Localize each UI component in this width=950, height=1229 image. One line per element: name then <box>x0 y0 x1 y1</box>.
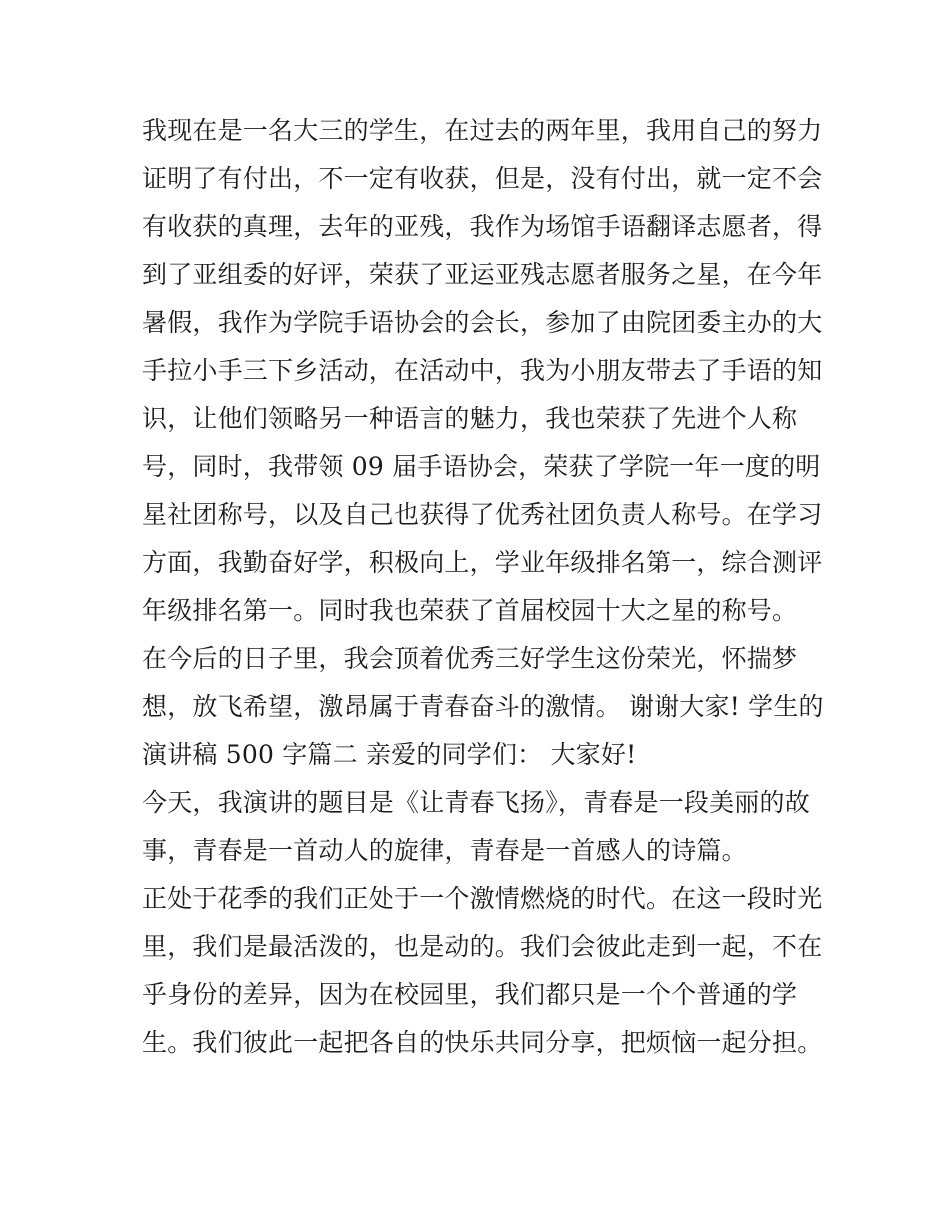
text-line: 手拉小手三下乡活动，在活动中，我为小朋友带去了手语的知 <box>142 356 823 385</box>
text-line: 在今后的日子里，我会顶着优秀三好学生这份荣光，怀揣梦 <box>142 644 798 673</box>
text-line: 暑假，我作为学院手语协会的会长，参加了由院团委主办的大 <box>142 308 823 337</box>
text-line: 年级排名第一。同时我也荣获了首届校园十大之星的称号。 <box>142 596 798 625</box>
text-line: 号，同时，我带领 09 届手语协会，荣获了学院一年一度的明 <box>142 452 821 481</box>
text-line: 到了亚组委的好评，荣获了亚运亚残志愿者服务之星，在今年 <box>142 260 823 289</box>
text-line: 识，让他们领略另一种语言的魅力，我也荣获了先进个人称 <box>142 404 798 433</box>
text-line: 我现在是一名大三的学生，在过去的两年里，我用自己的努力 <box>142 116 823 145</box>
text-line: 今天，我演讲的题目是《让青春飞扬》，青春是一段美丽的故 <box>142 788 810 817</box>
text-line: 方面，我勤奋好学，积极向上，学业年级排名第一，综合测评 <box>142 548 823 577</box>
text-line: 乎身份的差异，因为在校园里，我们都只是一个个普通的学 <box>142 980 798 1009</box>
document-body <box>142 107 822 1067</box>
text-line: 演讲稿 500 字篇二 亲爱的同学们： 大家好! <box>142 740 637 769</box>
text-line: 想，放飞希望，激昂属于青春奋斗的激情。 谢谢大家! 学生的 <box>142 692 824 721</box>
text-line: 证明了有付出，不一定有收获，但是，没有付出，就一定不会 <box>142 164 823 193</box>
text-line: 有收获的真理，去年的亚残，我作为场馆手语翻译志愿者，得 <box>142 212 823 241</box>
text-line: 里，我们是最活泼的，也是动的。我们会彼此走到一起，不在 <box>142 932 823 961</box>
text-line: 生。我们彼此一起把各自的快乐共同分享，把烦恼一起分担。 <box>142 1028 823 1057</box>
text-line: 事，青春是一首动人的旋律，青春是一首感人的诗篇。 <box>142 836 747 865</box>
text-line: 正处于花季的我们正处于一个激情燃烧的时代。在这一段时光 <box>142 884 823 913</box>
text-line: 星社团称号，以及自己也获得了优秀社团负责人称号。在学习 <box>142 500 823 529</box>
